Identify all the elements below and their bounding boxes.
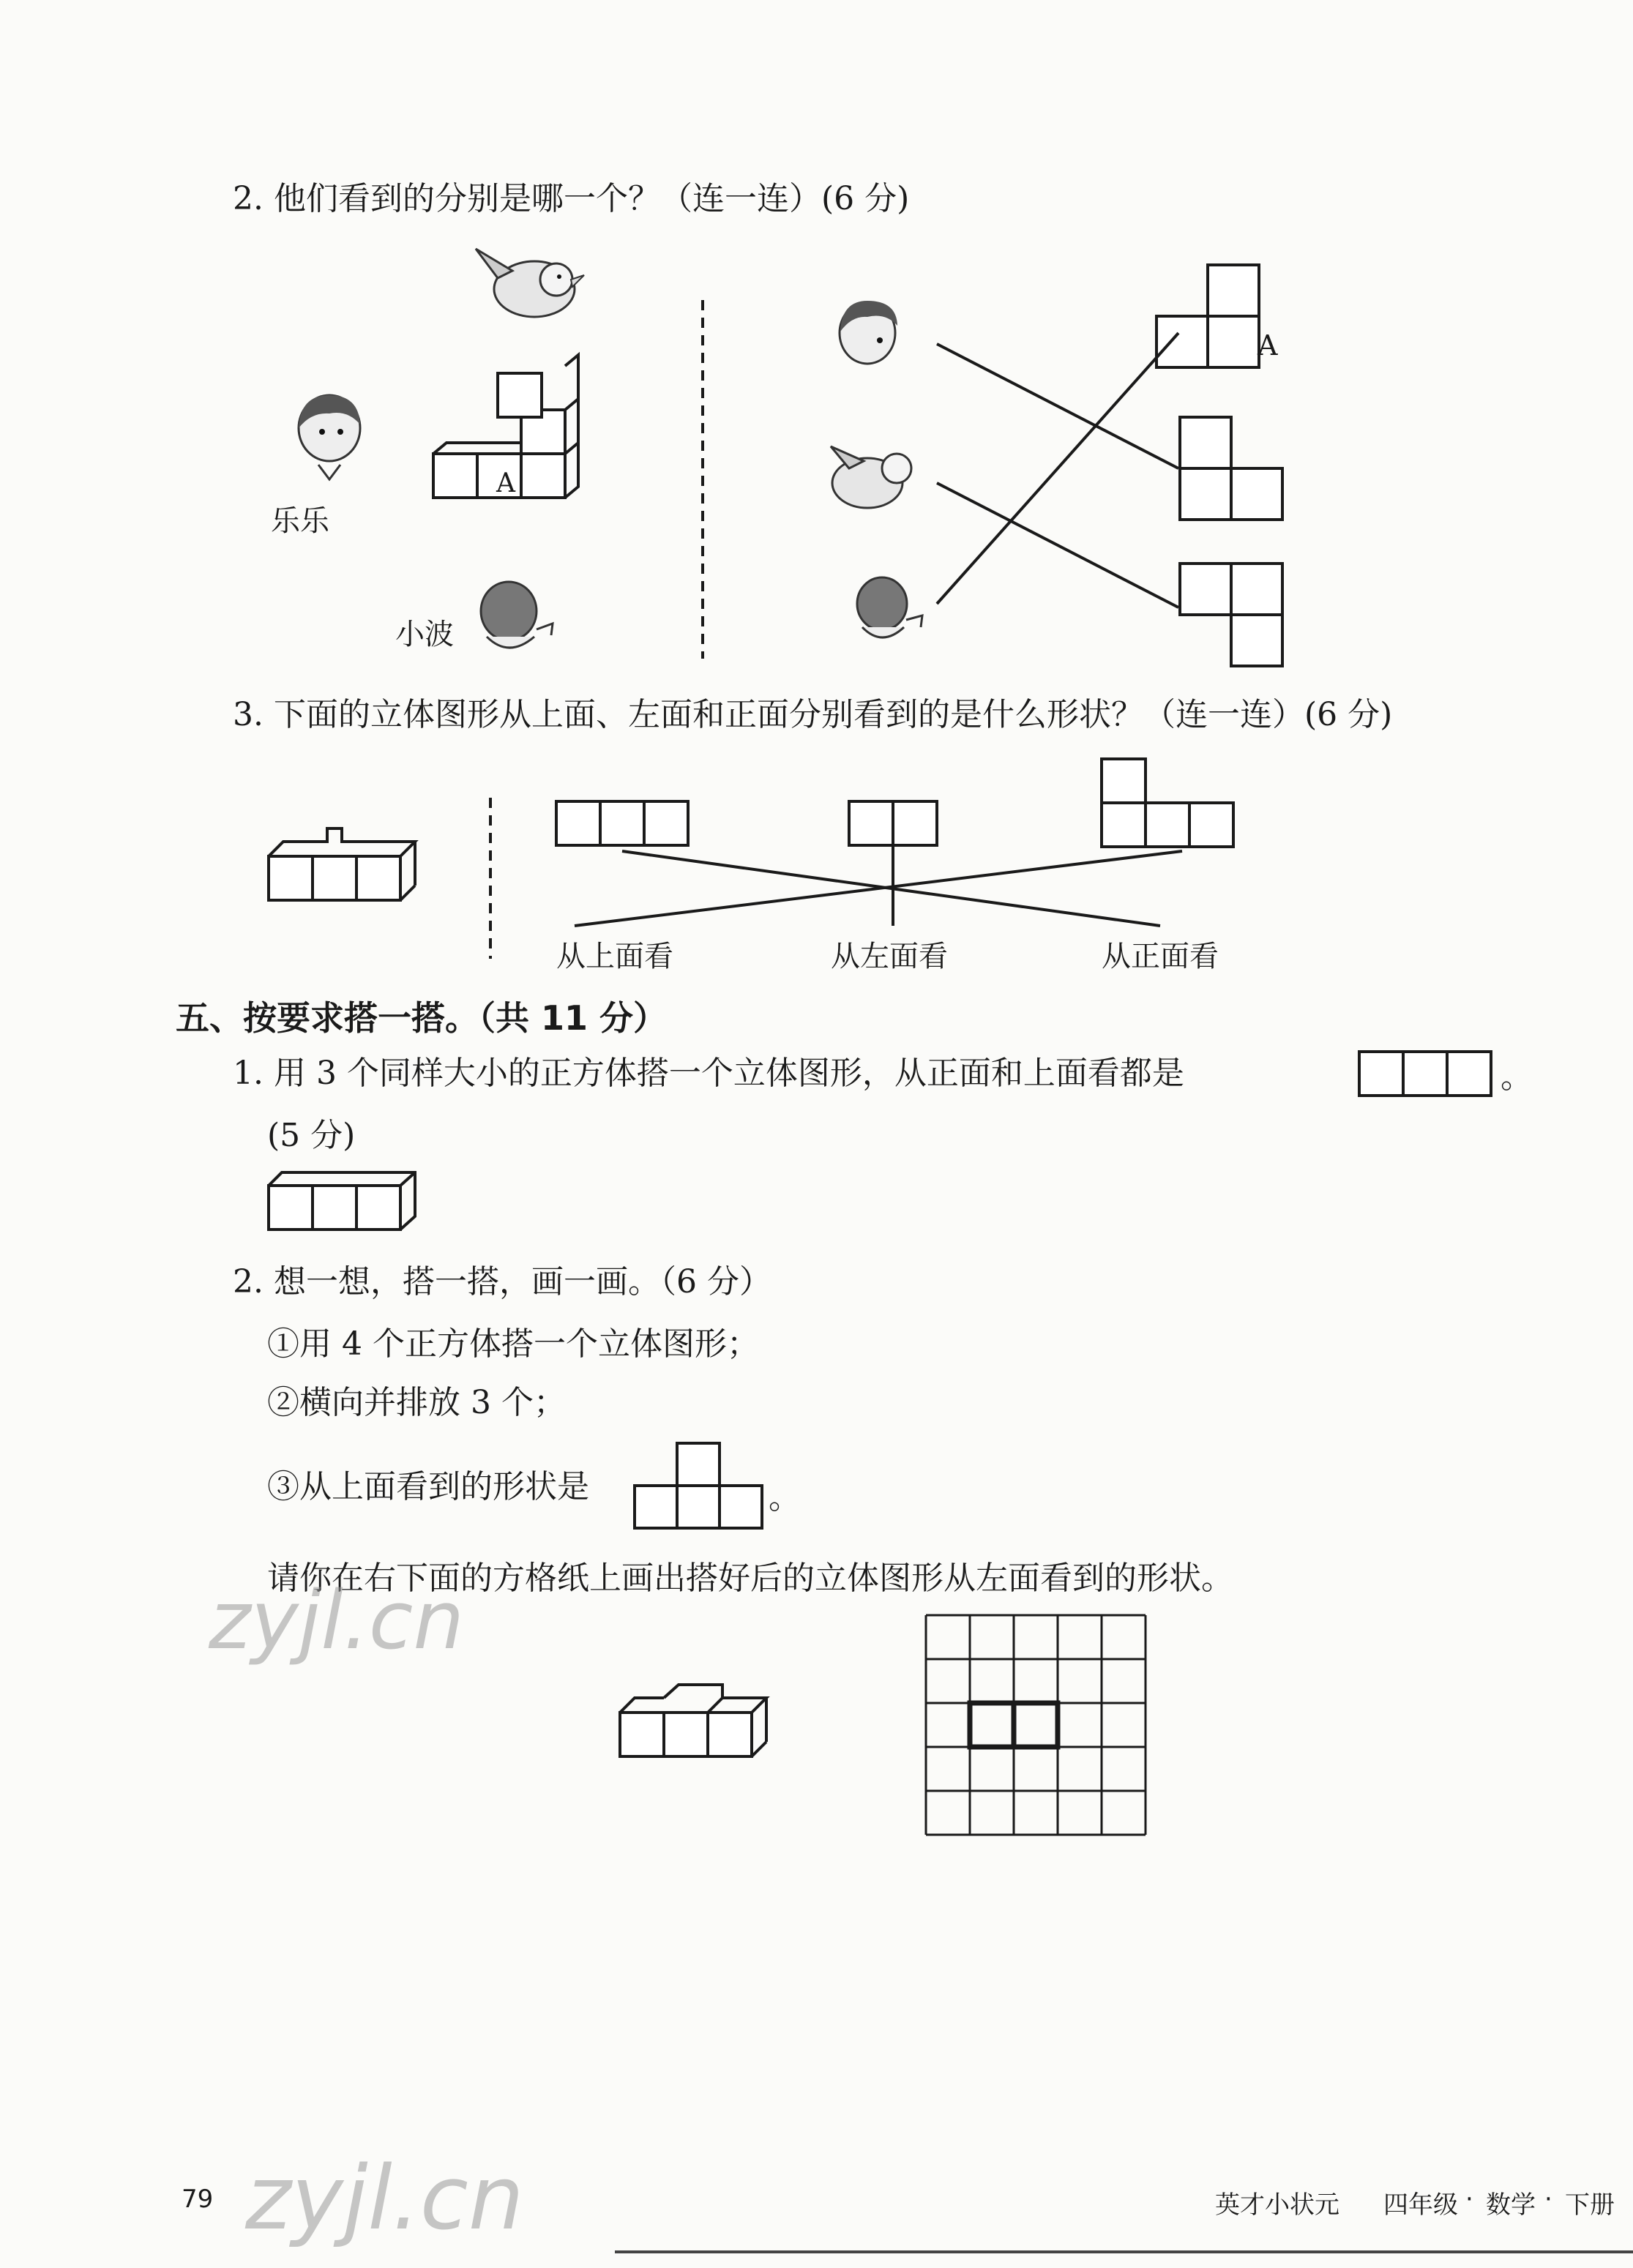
s5-q1-text: 1. 用 3 个同样大小的正方体搭一个立体图形，从正面和上面看都是 [233,1055,1184,1092]
q3-label-top: 从上面看 [556,940,673,973]
footer-volume: 下册 [1565,2190,1615,2220]
s5-q1-cube-figure [267,1171,425,1244]
viewer-kid-icon [834,296,908,384]
s5-q2-top-view-shape [633,1442,765,1533]
watermark: zyjl.cn [245,2148,524,2250]
s5-q1-shape [1358,1050,1493,1101]
s5-q2-step1: ①用 4 个正方体搭一个立体图形； [267,1325,759,1363]
q2-title: 2. 他们看到的分别是哪一个？（连一连）(6 分) [233,180,910,217]
s5-q2-step3: ③从上面看到的形状是 [267,1468,589,1505]
lele-kid-icon [289,392,370,483]
q2-shape-options [1178,263,1310,673]
line-backkid-to-shape1 [937,333,1178,604]
xiaobo-label: 小波 [395,618,454,651]
q2-option-label: A [1258,329,1278,362]
s5-q1-score: (5 分) [267,1117,356,1154]
lele-label: 乐乐 [271,504,329,538]
q3-divider [487,798,494,959]
q3-label-front: 从正面看 [1102,940,1219,973]
q3-cube-figure [267,827,425,907]
q3-label-left: 从左面看 [831,940,948,973]
q2-matching-lines [915,322,1193,629]
s5-q2-cube-figure [619,1683,776,1771]
line-kid-to-shape2 [937,344,1178,468]
footer-grade: 四年级 [1383,2190,1458,2220]
q2-divider [699,300,706,659]
footer-separator: · [1544,2185,1552,2214]
line-bird-to-shape3 [937,483,1178,607]
s5-q1-end: 。 [1501,1058,1533,1096]
footer-subject: 数学 [1486,2190,1536,2220]
s5-q2-title: 2. 想一想，搭一搭，画一画。（6 分） [233,1263,771,1300]
s5-q2-step3-end: 。 [769,1479,801,1516]
xiaobo-kid-icon [472,578,560,659]
footer-separator: · [1465,2185,1473,2214]
s5-q2-step2: ②横向并排放 3 个； [267,1384,566,1421]
s5-q2-instruction: 请你在右下面的方格纸上画出搭好后的立体图形从左面看到的形状。 [267,1560,1233,1597]
section5-heading: 五、按要求搭一搭。（共 11 分） [176,998,668,1038]
viewer-bird-icon [827,439,922,520]
footer-book: 英才小状元 [1215,2190,1339,2220]
q3-title: 3. 下面的立体图形从上面、左面和正面分别看到的是什么形状？（连一连）(6 分) [233,696,1393,733]
answer-grid[interactable] [924,1614,1151,1841]
page-number: 79 [182,2185,214,2214]
bird-icon [468,242,578,329]
watermark: zyjl.cn [209,1573,465,1667]
q3-shapes-and-lines [553,757,1248,933]
bottom-rule [615,2250,1633,2253]
q2-cube-label: A [496,468,515,498]
